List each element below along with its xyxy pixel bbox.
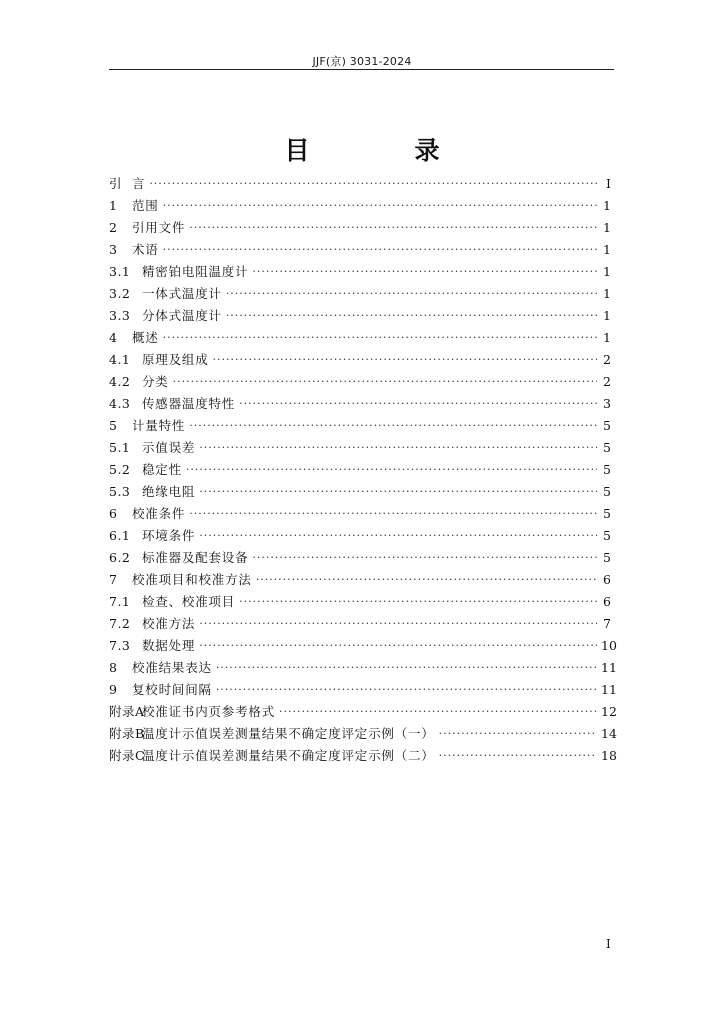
toc-entry-number: 5.3 bbox=[109, 484, 131, 499]
toc-dot-leader bbox=[189, 415, 597, 437]
toc-entry-number: 1 bbox=[109, 198, 118, 213]
toc-entry-page: 1 bbox=[603, 330, 611, 345]
toc-entry[interactable] bbox=[109, 305, 611, 327]
toc-dot-leader bbox=[199, 613, 597, 635]
toc-entry-page: 14 bbox=[601, 726, 617, 741]
toc-entry-page: 1 bbox=[603, 220, 611, 235]
toc-entry-number: 9 bbox=[109, 682, 118, 697]
toc-entry[interactable] bbox=[109, 239, 611, 261]
toc-entry-title: 校准条件 bbox=[132, 506, 186, 521]
toc-entry-title: 校准方法 bbox=[142, 616, 196, 631]
toc-dot-leader bbox=[213, 349, 597, 371]
toc-entry-page: 3 bbox=[603, 396, 611, 411]
toc-entry-title: 校准证书内页参考格式 bbox=[142, 704, 276, 719]
toc-entry-page: 5 bbox=[603, 506, 611, 521]
toc-entry-title: 分类 bbox=[142, 374, 169, 389]
toc-dot-leader bbox=[163, 195, 597, 217]
toc-dot-leader bbox=[199, 481, 597, 503]
toc-entry[interactable] bbox=[109, 723, 617, 745]
toc-dot-leader bbox=[199, 437, 597, 459]
toc-entry-page: 5 bbox=[603, 418, 611, 433]
page-title: 目 录 bbox=[284, 135, 480, 165]
toc-entry-number: 4.3 bbox=[109, 396, 131, 411]
toc-entry-title: 温度计示值误差测量结果不确定度评定示例（一） bbox=[142, 726, 435, 741]
toc-entry-title: 温度计示值误差测量结果不确定度评定示例（二） bbox=[142, 748, 435, 763]
toc-entry[interactable] bbox=[109, 415, 611, 437]
toc-entry-number: 3.1 bbox=[109, 264, 131, 279]
toc-entry[interactable] bbox=[109, 481, 611, 503]
toc-entry[interactable] bbox=[109, 459, 611, 481]
toc-entry[interactable] bbox=[109, 525, 611, 547]
toc-dot-leader bbox=[439, 745, 597, 767]
toc-dot-leader bbox=[252, 261, 597, 283]
toc-dot-leader bbox=[226, 283, 597, 305]
toc-entry[interactable] bbox=[109, 547, 611, 569]
page-number: I bbox=[606, 937, 611, 951]
toc-entry[interactable] bbox=[109, 437, 611, 459]
toc-entry-title: 计量特性 bbox=[132, 418, 186, 433]
toc-entry[interactable] bbox=[109, 591, 611, 613]
toc-entry[interactable] bbox=[109, 173, 611, 195]
toc-entry-page: 2 bbox=[603, 374, 611, 389]
toc-entry[interactable] bbox=[109, 635, 617, 657]
toc-entry[interactable] bbox=[109, 195, 611, 217]
toc-entry[interactable] bbox=[109, 327, 611, 349]
toc-entry-number: 4 bbox=[109, 330, 118, 345]
toc-dot-leader bbox=[189, 503, 597, 525]
toc-entry-title: 一体式温度计 bbox=[142, 286, 222, 301]
toc-entry-page: 5 bbox=[603, 550, 611, 565]
toc-entry-title: 环境条件 bbox=[142, 528, 196, 543]
toc-entry-page: 11 bbox=[601, 682, 617, 697]
toc-entry-number: 4.1 bbox=[109, 352, 131, 367]
toc-entry-title: 范围 bbox=[132, 198, 159, 213]
toc-entry-number: 3.3 bbox=[109, 308, 131, 323]
toc-entry[interactable] bbox=[109, 503, 611, 525]
toc-entry-title: 精密铂电阻温度计 bbox=[142, 264, 249, 279]
toc-entry[interactable] bbox=[109, 349, 611, 371]
toc-entry-page: 10 bbox=[601, 638, 617, 653]
toc-entry-page: 1 bbox=[603, 264, 611, 279]
toc-dot-leader bbox=[226, 305, 597, 327]
toc-entry-page: 12 bbox=[601, 704, 617, 719]
toc-entry-number: 5 bbox=[109, 418, 118, 433]
toc-entry-page: 1 bbox=[603, 286, 611, 301]
toc-entry-number: 附录A bbox=[109, 704, 145, 719]
toc-entry-page: 5 bbox=[603, 462, 611, 477]
toc-entry[interactable] bbox=[109, 679, 617, 701]
toc-dot-leader bbox=[163, 239, 597, 261]
toc-entry-number: 3.2 bbox=[109, 286, 131, 301]
toc-entry-number: 附录B bbox=[109, 726, 145, 741]
toc-entry[interactable] bbox=[109, 217, 611, 239]
toc-entry-title: 数据处理 bbox=[142, 638, 196, 653]
toc-entry-page: I bbox=[606, 176, 611, 191]
document-code: JJF(京) 3031-2024 bbox=[312, 55, 412, 68]
toc-dot-leader bbox=[216, 657, 597, 679]
toc-dot-leader bbox=[163, 327, 597, 349]
toc-entry-title: 原理及组成 bbox=[142, 352, 209, 367]
toc-entry-title: 传感器温度特性 bbox=[142, 396, 236, 411]
toc-entry-page: 2 bbox=[603, 352, 611, 367]
toc-entry-number: 6.1 bbox=[109, 528, 131, 543]
toc-entry-title: 检查、校准项目 bbox=[142, 594, 236, 609]
toc-dot-leader bbox=[149, 173, 597, 195]
toc-entry-title: 复校时间间隔 bbox=[132, 682, 212, 697]
toc-entry-number: 8 bbox=[109, 660, 118, 675]
toc-entry[interactable] bbox=[109, 657, 617, 679]
toc-entry-number: 附录C bbox=[109, 748, 146, 763]
toc-entry-number: 6.2 bbox=[109, 550, 131, 565]
toc-entry-number: 7.3 bbox=[109, 638, 131, 653]
toc-dot-leader bbox=[216, 679, 597, 701]
toc-dot-leader bbox=[173, 371, 597, 393]
toc-dot-leader bbox=[256, 569, 597, 591]
toc-entry-number: 7.2 bbox=[109, 616, 131, 631]
toc-dot-leader bbox=[189, 217, 597, 239]
toc-entry-title: 术语 bbox=[132, 242, 159, 257]
toc-entry-title: 校准项目和校准方法 bbox=[132, 572, 252, 587]
toc-entry-title: 言 bbox=[132, 176, 146, 191]
header-divider bbox=[109, 69, 614, 70]
toc-entry[interactable] bbox=[109, 261, 611, 283]
toc-entry-title: 稳定性 bbox=[142, 462, 182, 477]
toc-entry-page: 18 bbox=[601, 748, 617, 763]
toc-entry-title: 绝缘电阻 bbox=[142, 484, 196, 499]
toc-entry-title: 示值误差 bbox=[142, 440, 196, 455]
toc-entry[interactable] bbox=[109, 371, 611, 393]
toc-entry-title: 标准器及配套设备 bbox=[142, 550, 249, 565]
toc-entry-page: 6 bbox=[603, 594, 611, 609]
toc-entry[interactable] bbox=[109, 745, 617, 767]
toc-entry-title: 校准结果表达 bbox=[132, 660, 212, 675]
toc-entry-number: 5.1 bbox=[109, 440, 131, 455]
toc-entry-page: 5 bbox=[603, 484, 611, 499]
toc-entry-number: 引 bbox=[109, 176, 123, 191]
toc-dot-leader bbox=[239, 393, 597, 415]
toc-entry-number: 4.2 bbox=[109, 374, 131, 389]
toc-dot-leader bbox=[199, 525, 597, 547]
toc-entry-number: 2 bbox=[109, 220, 118, 235]
toc-entry-page: 1 bbox=[603, 308, 611, 323]
toc-entry-number: 5.2 bbox=[109, 462, 131, 477]
toc-entry-number: 7.1 bbox=[109, 594, 131, 609]
toc-dot-leader bbox=[439, 723, 597, 745]
toc-entry-number: 3 bbox=[109, 242, 118, 257]
toc-entry-page: 5 bbox=[603, 528, 611, 543]
toc-entry-title: 概述 bbox=[132, 330, 159, 345]
toc-entry-page: 7 bbox=[603, 616, 611, 631]
table-of-contents bbox=[109, 173, 617, 767]
toc-entry[interactable] bbox=[109, 569, 611, 591]
toc-entry-title: 引用文件 bbox=[132, 220, 186, 235]
toc-entry[interactable] bbox=[109, 613, 611, 635]
toc-entry-page: 1 bbox=[603, 198, 611, 213]
toc-entry-number: 6 bbox=[109, 506, 118, 521]
toc-entry-page: 11 bbox=[601, 660, 617, 675]
toc-entry-number: 7 bbox=[109, 572, 118, 587]
toc-dot-leader bbox=[239, 591, 597, 613]
toc-entry-page: 1 bbox=[603, 242, 611, 257]
toc-dot-leader bbox=[252, 547, 597, 569]
toc-dot-leader bbox=[186, 459, 597, 481]
toc-dot-leader bbox=[279, 701, 597, 723]
toc-entry[interactable] bbox=[109, 393, 611, 415]
toc-entry[interactable] bbox=[109, 283, 611, 305]
toc-entry[interactable] bbox=[109, 701, 617, 723]
toc-entry-page: 5 bbox=[603, 440, 611, 455]
toc-entry-title: 分体式温度计 bbox=[142, 308, 222, 323]
toc-dot-leader bbox=[199, 635, 597, 657]
toc-entry-page: 6 bbox=[603, 572, 611, 587]
